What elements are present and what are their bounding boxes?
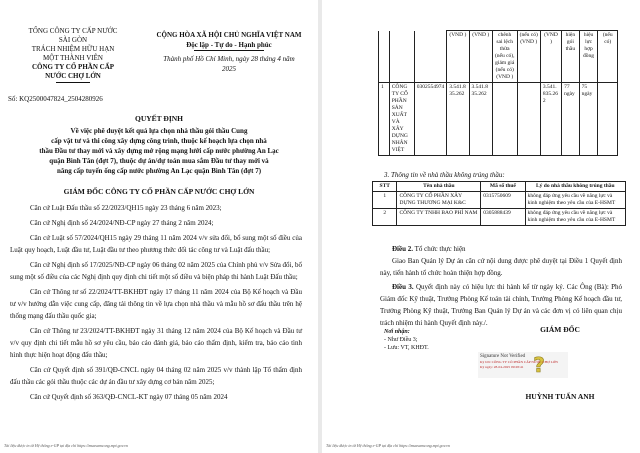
organization-block: [8, 27, 138, 83]
org-line: TỔNG CÔNG TY CẤP NƯỚC: [28, 27, 118, 35]
legal-basis: Căn cứ Nghị định số 17/2025/NĐ-CP ngày 06 tháng 02 năm 2025 của Chính phủ v/v Sửa đổi, bổ sung một số điều của các Nghị định quy định chi tiết một số điều và biện pháp thi hành Luật Đấu thầu;: [10, 261, 302, 281]
table-cell: [598, 83, 618, 156]
national-motto: Độc lập - Tự do - Hạnh phúc: [186, 41, 272, 49]
table-cell: [517, 83, 540, 156]
article-2-heading: Tổ chức thực hiện: [414, 245, 466, 253]
org-line: TRÁCH NHIỆM HỮU HẠN: [31, 45, 115, 53]
header-underline: [56, 82, 90, 83]
section-3-title: 3. Thông tin về nhà thầu không trúng thầu:: [384, 171, 505, 179]
table-cell: 1: [373, 192, 397, 209]
table-cell: không đáp ứng yêu cầu về năng lực và kinh nghiệm theo yêu cầu của E-HSMT: [525, 192, 625, 209]
table-header-cell: (nếu có) (VND ): [517, 31, 540, 83]
table-header-cell: Mã số thuế: [481, 182, 525, 192]
table-header-cell: (VND ): [447, 31, 469, 83]
national-header: [140, 30, 318, 74]
document-page-1: [0, 0, 318, 453]
decision-title: QUYẾT ĐỊNH: [135, 114, 183, 123]
table-cell: 77 ngày: [562, 83, 580, 156]
recipient-item: - Lưu: VT, KHĐT.: [384, 345, 429, 351]
decision-subject: [0, 126, 318, 176]
company-line: CÔNG TY CỔ PHẦN CẤP: [31, 63, 115, 71]
legal-basis: Căn cứ Luật số 57/2024/QH15 ngày 29 tháng 11 năm 2024 v/v sửa đổi, bổ sung một số điều của Luật quy hoạch, Luật đầu tư, Luật đầu tư theo phương thức đối tác công tư và Luật đấu thầu;: [10, 234, 302, 254]
legal-basis: Căn cứ Quyết định số 391/QĐ-CNCL ngày 04 tháng 02 năm 2025 v/v thành lập Tổ thẩm định đấu thầu các gói thầu thuộc các dự án đầu tư xây dựng cơ bản năm 2025;: [10, 366, 302, 386]
national-title: CỘNG HÒA XÃ HỘI CHỦ NGHĨA VIỆT NAM: [156, 31, 302, 39]
digital-signature-box: [478, 352, 568, 378]
table-header-row: [379, 31, 618, 83]
signature-line: Signature Not Verified: [480, 354, 526, 359]
subject-line: nâng cấp tuyến ống cấp nước phường An Lạc quận Bình Tân (đợt 7): [56, 167, 262, 175]
table-cell: không đáp ứng yêu cầu về năng lực và kinh nghiệm theo yêu cầu của E-HSMT: [525, 209, 625, 226]
table-header-cell: hiện gói thầu: [562, 31, 580, 83]
table-cell: 75 ngày: [579, 83, 598, 156]
table-cell: 3.541.835.262: [540, 83, 561, 156]
page-footer: Tài liệu được in từ Hệ thống e-GP tại địa chỉ https://muasamcong.mpi.gov.vn: [326, 443, 450, 448]
table-cell: 0305888439: [481, 209, 525, 226]
subject-line: Về việc phê duyệt kết quả lựa chọn nhà thầu gói thầu Cung: [70, 127, 248, 135]
legal-basis: Căn cứ Luật Đấu thầu số 22/2023/QH15 ngày 23 tháng 6 năm 2023;: [30, 204, 222, 212]
table-header-cell: chênh sai lệch thừa (nếu có), giảm giá (nếu có) (VND ): [492, 31, 517, 83]
svg-text:?: ?: [533, 354, 545, 376]
signature-status: [480, 354, 558, 370]
legal-bases: [10, 202, 302, 403]
article-3: [380, 281, 622, 329]
document-number: Số: KQ2500047824_2504280926: [8, 95, 103, 103]
signature-line: Ký ngày: 28-04-2025 09:28:41: [480, 365, 524, 369]
table-cell: 2: [373, 209, 397, 226]
legal-basis: Căn cứ Thông tư số 22/2024/TT-BKHĐT ngày 17 tháng 11 năm 2024 của Bộ Kế hoạch và Đầu tư v/v hướng dẫn việc cung cấp, đăng tải thông tin về lựa chọn nhà thầu và mẫu hồ sơ đấu thầu trên hệ thống mạng đấu thầu quốc gia;: [10, 288, 302, 320]
article-3-body: Quyết định này có hiệu lực thi hành kể từ ngày ký. Các Ông (Bà): Phó Giám đốc Kỹ thuật, Trưởng Phòng Kế toán tài chính, Trưởng Phòng Kế hoạch đầu tư, Trưởng Phòng Kỹ thuật, Trưởng Ban Quản lý Dự án và các đơn vị có liên quan chịu trách nhiệm thi hành Quyết định này./.: [380, 283, 623, 327]
document-page-2: [322, 0, 640, 453]
subject-line: thầu Đầu tư thay mới và xây dựng mở rộng mạng lưới cấp nước phường An Lạc: [39, 147, 279, 155]
table-cell: [492, 83, 517, 156]
subject-line: cấp vật tư và thi công xây dựng công trình, thuộc kế hoạch lựa chọn nhà: [51, 137, 267, 145]
table-header-cell: (VND ): [469, 31, 492, 83]
table-header-cell: (VND ): [540, 31, 561, 83]
table-cell: CÔNG TY CỔ PHẦN SẢN XUẤT VÀ XÂY DỰNG NHÂN VIỆT: [389, 83, 414, 156]
motto-underline: [194, 50, 264, 51]
table-header-cell: Tên nhà thầu: [397, 182, 481, 192]
losing-bidders-table: [372, 181, 626, 226]
article-2-label: Điều 2.: [392, 245, 413, 253]
authority-title: GIÁM ĐỐC CÔNG TY CỔ PHẦN CẤP NƯỚC CHỢ LỚN: [63, 187, 255, 196]
company-line: NƯỚC CHỢ LỚN: [45, 72, 101, 80]
org-line: SÀI GÒN: [58, 36, 88, 44]
place-date: Thành phố Hồ Chí Minh, ngày 28 tháng 4 năm: [163, 55, 295, 63]
table-row: [373, 209, 626, 226]
table-header-cell: (nếu có): [598, 31, 618, 83]
table-header-cell: Lý do nhà thầu không trúng thầu: [525, 182, 625, 192]
signer-title: GIÁM ĐỐC: [540, 325, 580, 334]
place-date-year: 2025: [222, 65, 236, 73]
article-3-label: Điều 3.: [392, 283, 414, 291]
winning-bidder-table: [378, 30, 618, 156]
table-cell: 3.541.835.262: [469, 83, 492, 156]
table-header-cell: STT: [373, 182, 397, 192]
table-cell: CÔNG TY TNHH BAO PHÍ NAM: [397, 209, 481, 226]
recipient-item: - Như Điều 3;: [384, 337, 418, 343]
legal-basis: Căn cứ Nghị định số 24/2024/NĐ-CP ngày 27 tháng 2 năm 2024;: [30, 219, 214, 227]
table-cell: 1: [379, 83, 390, 156]
article-2-body: Giao Ban Quản lý Dự án căn cứ nội dung được phê duyệt tại Điều 1 Quyết định này, tiến hành tổ chức hoàn thiện hợp đồng.: [380, 257, 622, 277]
table-cell: 0302554974: [414, 83, 447, 156]
legal-basis: Căn cứ Thông tư 23/2024/TT-BKHĐT ngày 31 tháng 12 năm 2024 của Bộ Kế hoạch và Đầu tư v/v quy định chi tiết mẫu hồ sơ yêu cầu, báo cáo đánh giá, báo cáo thẩm định, kiểm tra, báo cáo tình hình thực hiện hoạt động đấu thầu;: [10, 327, 302, 359]
signer-name: HUỲNH TUẤN ANH: [525, 392, 595, 401]
table-cell: CÔNG TY CỔ PHẦN XÂY DỰNG THƯƠNG MẠI K&C: [397, 192, 481, 209]
table-cell: 3.541.835.262: [447, 83, 469, 156]
table-cell: 0315750609: [481, 192, 525, 209]
table-row: [373, 192, 626, 209]
page-footer: Tài liệu được in từ Hệ thống e-GP tại địa chỉ https://muasamcong.mpi.gov.vn: [4, 443, 128, 448]
recipients-block: [384, 328, 429, 352]
legal-basis: Căn cứ Quyết định số 363/QĐ-CNCL-KT ngày 07 tháng 05 năm 2024: [30, 393, 228, 401]
article-2: [380, 243, 622, 279]
table-header-row: [373, 182, 626, 192]
subject-line: quận Bình Tân (đợt 7), thuộc dự án/dự toán mua sắm Đầu tư thay mới và: [49, 157, 269, 165]
table-row: [379, 83, 618, 156]
recipients-title: Nơi nhận:: [384, 329, 410, 335]
org-line: MỘT THÀNH VIÊN: [43, 54, 103, 62]
signature-line: Ký bởi: CÔNG TY CỔ PHẦN CẤP NƯỚC CHỢ LỚN: [480, 360, 558, 364]
table-header-cell: hiệu lực hợp đồng: [579, 31, 598, 83]
